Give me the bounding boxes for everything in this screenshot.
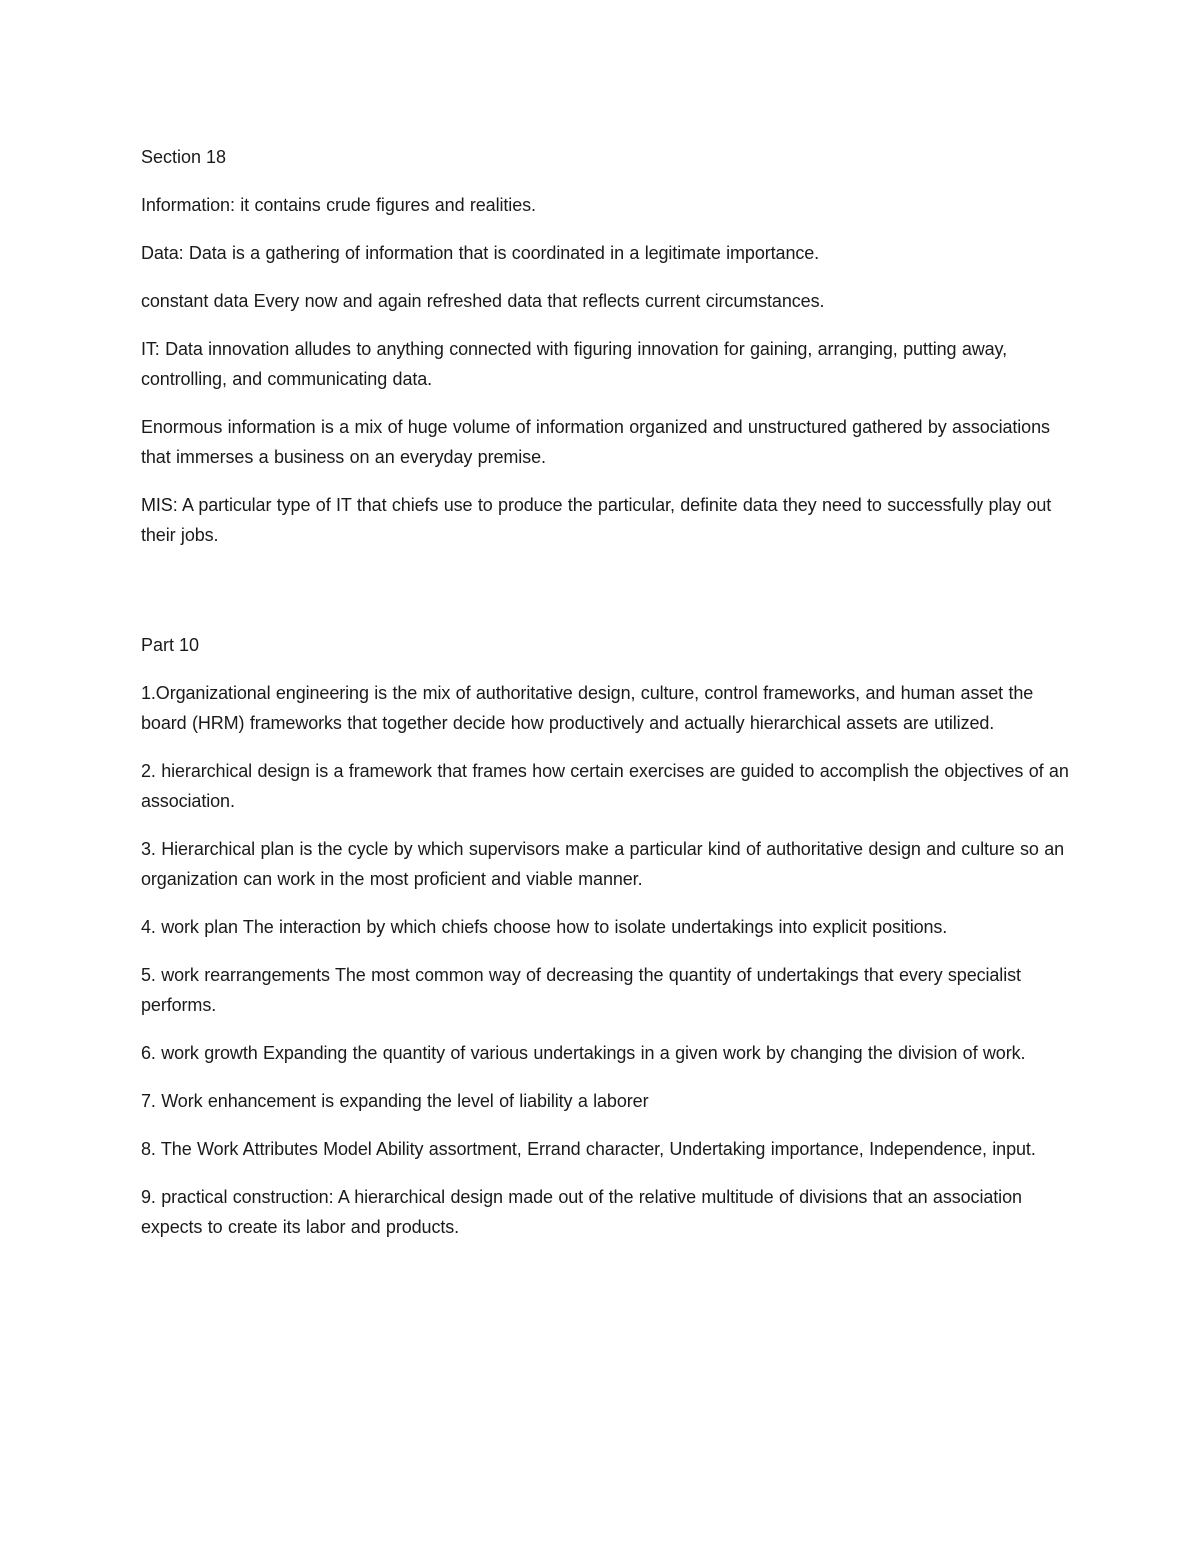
paragraph-data: Data: Data is a gathering of information that is coordinated in a legitimate importance. bbox=[141, 243, 820, 263]
paragraph-enormous-information: Enormous information is a mix of huge volume of information organized and unstructured gathered by associations that immerses a business on an everyday premise. bbox=[141, 417, 1050, 467]
paragraph-constant-data: constant data Every now and again refreshed data that reflects current circumstances. bbox=[141, 291, 825, 311]
list-item-5: 5. work rearrangements The most common way of decreasing the quantity of undertakings that every specialist performs. bbox=[141, 965, 1021, 1015]
list-item-7: 7. Work enhancement is expanding the level of liability a laborer bbox=[141, 1091, 649, 1111]
paragraph-information: Information: it contains crude figures and realities. bbox=[141, 195, 536, 215]
paragraph-mis: MIS: A particular type of IT that chiefs use to produce the particular, definite data they need to successfully play out their jobs. bbox=[141, 495, 1052, 545]
list-item-3: 3. Hierarchical plan is the cycle by which supervisors make a particular kind of authoritative design and culture so an organization can work in the most proficient and viable manner. bbox=[141, 839, 1065, 889]
part-10-heading: Part 10 bbox=[141, 635, 200, 655]
list-item-6: 6. work growth Expanding the quantity of various undertakings in a given work by changing the division of work. bbox=[141, 1043, 1026, 1063]
section-spacer bbox=[141, 568, 1071, 630]
list-item-2: 2. hierarchical design is a framework that frames how certain exercises are guided to accomplish the objectives of an association. bbox=[141, 761, 1069, 811]
list-item-8: 8. The Work Attributes Model Ability assortment, Errand character, Undertaking importance, Independence, input. bbox=[141, 1139, 1036, 1159]
paragraph-it: IT: Data innovation alludes to anything connected with figuring innovation for gaining, arranging, putting away, controlling, and communicating data. bbox=[141, 339, 1008, 389]
list-item-1: 1.Organizational engineering is the mix of authoritative design, culture, control frameworks, and human asset the board (HRM) frameworks that together decide how productively and actually hierarchical assets are utilized. bbox=[141, 683, 1034, 733]
section-18-heading: Section 18 bbox=[141, 147, 227, 167]
list-item-4: 4. work plan The interaction by which chiefs choose how to isolate undertakings into explicit positions. bbox=[141, 917, 948, 937]
list-item-9: 9. practical construction: A hierarchical design made out of the relative multitude of divisions that an association expects to create its labor and products. bbox=[141, 1187, 1022, 1237]
document-body bbox=[141, 142, 1071, 1260]
